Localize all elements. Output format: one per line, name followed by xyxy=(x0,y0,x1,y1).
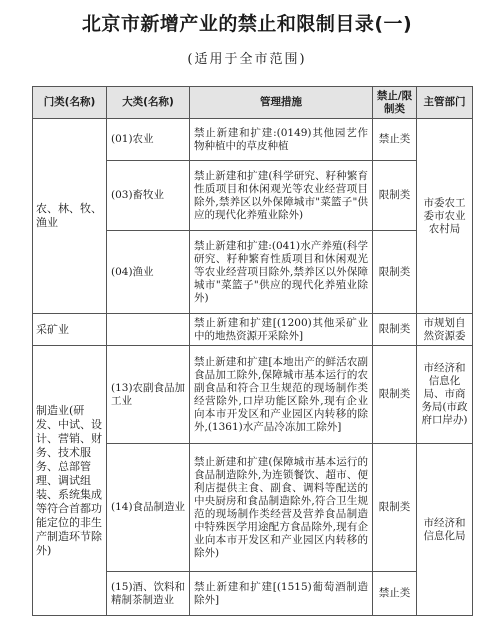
header-department: 主管部门 xyxy=(417,87,473,119)
type-cell: 限制类 xyxy=(373,314,417,346)
header-subcategory: 大类(名称) xyxy=(107,87,190,119)
table-row xyxy=(33,314,473,346)
subcategory-cell: (04)渔业 xyxy=(107,231,190,314)
type-cell: 禁止类 xyxy=(373,572,417,616)
subcategory-cell: (13)农副食品加工业 xyxy=(107,346,190,444)
type-cell: 限制类 xyxy=(373,444,417,572)
measures-cell: 禁止新建和扩建[本地出产的鲜活农副食品加工除外,保障城市基本运行的农副食品和符合卫生规范的现场制作类经营除外,口岸功能区除外,现有企业向本市开发区和产业园区内转移的除外,(1361)水产品冷冻加工除外] xyxy=(190,346,373,444)
table-header-row xyxy=(33,87,473,119)
department-cell: 市规划自然资源委 xyxy=(417,314,473,346)
department-cell: 市经济和信息化局、市商务局(市政府口岸办) xyxy=(417,346,473,444)
header-type: 禁止/限制类 xyxy=(373,87,417,119)
category-cell: 农、林、牧、渔业 xyxy=(33,119,107,314)
category-cell: 制造业(研发、中试、设计、营销、财务、技术服务、总部管理、调试组装、系统集成等符合首都功能定位的非生产制造环节除外) xyxy=(33,346,107,616)
document-subtitle: (适用于全市范围) xyxy=(187,52,307,67)
category-cell: 采矿业 xyxy=(33,314,107,346)
header-measures: 管理措施 xyxy=(190,87,373,119)
type-cell: 限制类 xyxy=(373,346,417,444)
measures-cell: 禁止新建和扩建:(0149)其他园艺作物种植中的草皮种植 xyxy=(190,119,373,161)
subcategory-cell: (15)酒、饮料和精制茶制造业 xyxy=(107,572,190,616)
measures-cell: 禁止新建和扩建[(1200)其他采矿业中的地热资源开采除外] xyxy=(190,314,373,346)
type-cell: 限制类 xyxy=(373,231,417,314)
subcategory-cell: (03)畜牧业 xyxy=(107,161,190,231)
type-cell: 限制类 xyxy=(373,161,417,231)
document-title: 北京市新增产业的禁止和限制目录(一) xyxy=(81,13,413,35)
measures-cell: 禁止新建和扩建(保障城市基本运行的食品制造除外,为连锁餐饮、超市、便利店提供主食、副食、调料等配送的中央厨房和食品制造除外,符合卫生规范的现场制作类经营及营养食品制造中特殊医学用途配方食品除外,现有企业向本市开发区和产业园区内转移的除外) xyxy=(190,444,373,572)
measures-cell: 禁止新建和扩建:(041)水产养殖(科学研究、籽种繁育性质项目和休闲观光等农业经营项目除外,禁养区以外保障城市"菜篮子"供应的现代化养殖业除外) xyxy=(190,231,373,314)
measures-cell: 禁止新建和扩建[(1515)葡萄酒制造除外] xyxy=(190,572,373,616)
header-category: 门类(名称) xyxy=(33,87,107,119)
department-cell: 市经济和信息化局 xyxy=(417,444,473,616)
department-cell: 市委农工委市农业农村局 xyxy=(417,119,473,314)
industry-catalog-table xyxy=(32,86,473,616)
table-row xyxy=(33,346,473,444)
measures-cell: 禁止新建和扩建(科学研究、籽种繁育性质项目和休闲观光等农业经营项目除外,禁养区以外保障城市"菜篮子"供应的现代化养殖业除外) xyxy=(190,161,373,231)
subcategory-cell xyxy=(107,314,190,346)
subcategory-cell: (01)农业 xyxy=(107,119,190,161)
subcategory-cell: (14)食品制造业 xyxy=(107,444,190,572)
type-cell: 禁止类 xyxy=(373,119,417,161)
table-row xyxy=(33,119,473,161)
